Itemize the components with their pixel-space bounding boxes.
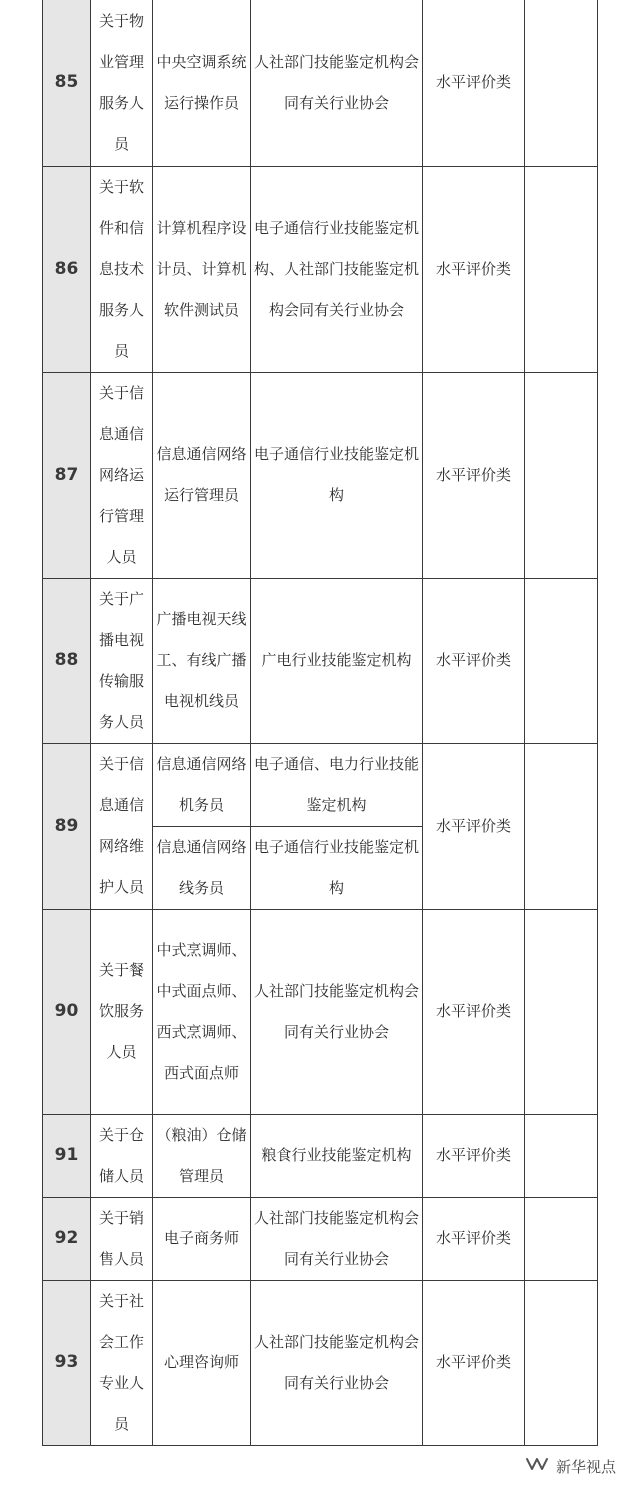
assessment-body-cell: 粮食行业技能鉴定机构 [251, 1114, 423, 1197]
row-number: 88 [43, 578, 91, 743]
occupation-cell: 计算机程序设计员、计算机软件测试员 [153, 166, 251, 372]
row-number: 91 [43, 1114, 91, 1197]
category-cell: 关于软件和信息技术服务人员 [91, 166, 153, 372]
evaluation-type-cell: 水平评价类 [423, 1280, 525, 1445]
category-cell: 关于信息通信网络运行管理人员 [91, 372, 153, 578]
table-row [43, 743, 598, 826]
category-cell: 关于广播电视传输服务人员 [91, 578, 153, 743]
assessment-body-cell: 人社部门技能鉴定机构会同有关行业协会 [251, 1197, 423, 1280]
assessment-body-cell: 电子通信行业技能鉴定机构 [251, 826, 423, 909]
note-cell [525, 166, 598, 372]
occupation-cell: 信息通信网络线务员 [153, 826, 251, 909]
table-row [43, 1114, 598, 1197]
assessment-body-cell: 电子通信行业技能鉴定机构 [251, 372, 423, 578]
row-number: 92 [43, 1197, 91, 1280]
note-cell [525, 1114, 598, 1197]
note-cell [525, 578, 598, 743]
occupation-cell: 广播电视天线工、有线广播电视机线员 [153, 578, 251, 743]
row-number: 86 [43, 166, 91, 372]
assessment-body-cell: 广电行业技能鉴定机构 [251, 578, 423, 743]
category-cell: 关于社会工作专业人员 [91, 1280, 153, 1445]
row-number: 87 [43, 372, 91, 578]
assessment-body-cell: 人社部门技能鉴定机构会同有关行业协会 [251, 1280, 423, 1445]
assessment-body-cell: 电子通信、电力行业技能鉴定机构 [251, 743, 423, 826]
row-number: 93 [43, 1280, 91, 1445]
table-row [43, 578, 598, 743]
occupation-table [42, 0, 598, 1446]
occupation-cell: 中式烹调师、中式面点师、西式烹调师、西式面点师 [153, 909, 251, 1114]
table-row [43, 166, 598, 372]
evaluation-type-cell: 水平评价类 [423, 1197, 525, 1280]
category-cell: 关于仓储人员 [91, 1114, 153, 1197]
note-cell [525, 1280, 598, 1445]
table-row [43, 0, 598, 166]
row-number: 89 [43, 743, 91, 909]
note-cell [525, 372, 598, 578]
table-row [43, 1280, 598, 1445]
occupation-cell: 中央空调系统运行操作员 [153, 0, 251, 166]
table-row [43, 372, 598, 578]
evaluation-type-cell: 水平评价类 [423, 166, 525, 372]
category-cell: 关于销售人员 [91, 1197, 153, 1280]
assessment-body-cell: 人社部门技能鉴定机构会同有关行业协会 [251, 0, 423, 166]
occupation-cell: 心理咨询师 [153, 1280, 251, 1445]
category-cell: 关于餐饮服务人员 [91, 909, 153, 1114]
occupation-cell: 电子商务师 [153, 1197, 251, 1280]
table-row [43, 909, 598, 1114]
row-number: 90 [43, 909, 91, 1114]
note-cell [525, 743, 598, 909]
occupation-cell: （粮油）仓储管理员 [153, 1114, 251, 1197]
evaluation-type-cell: 水平评价类 [423, 578, 525, 743]
evaluation-type-cell: 水平评价类 [423, 743, 525, 909]
occupation-cell: 信息通信网络运行管理员 [153, 372, 251, 578]
wechat-channel-icon [526, 1456, 550, 1476]
note-cell [525, 909, 598, 1114]
evaluation-type-cell: 水平评价类 [423, 1114, 525, 1197]
category-cell: 关于物业管理服务人员 [91, 0, 153, 166]
assessment-body-cell: 电子通信行业技能鉴定机构、人社部门技能鉴定机构会同有关行业协会 [251, 166, 423, 372]
note-cell [525, 0, 598, 166]
evaluation-type-cell: 水平评价类 [423, 909, 525, 1114]
assessment-body-cell: 人社部门技能鉴定机构会同有关行业协会 [251, 909, 423, 1114]
watermark [526, 1455, 616, 1477]
evaluation-type-cell: 水平评价类 [423, 0, 525, 166]
occupation-cell: 信息通信网络机务员 [153, 743, 251, 826]
category-cell: 关于信息通信网络维护人员 [91, 743, 153, 909]
note-cell [525, 1197, 598, 1280]
evaluation-type-cell: 水平评价类 [423, 372, 525, 578]
watermark-text: 新华视点 [556, 1457, 617, 1476]
table-row [43, 1197, 598, 1280]
row-number: 85 [43, 0, 91, 166]
